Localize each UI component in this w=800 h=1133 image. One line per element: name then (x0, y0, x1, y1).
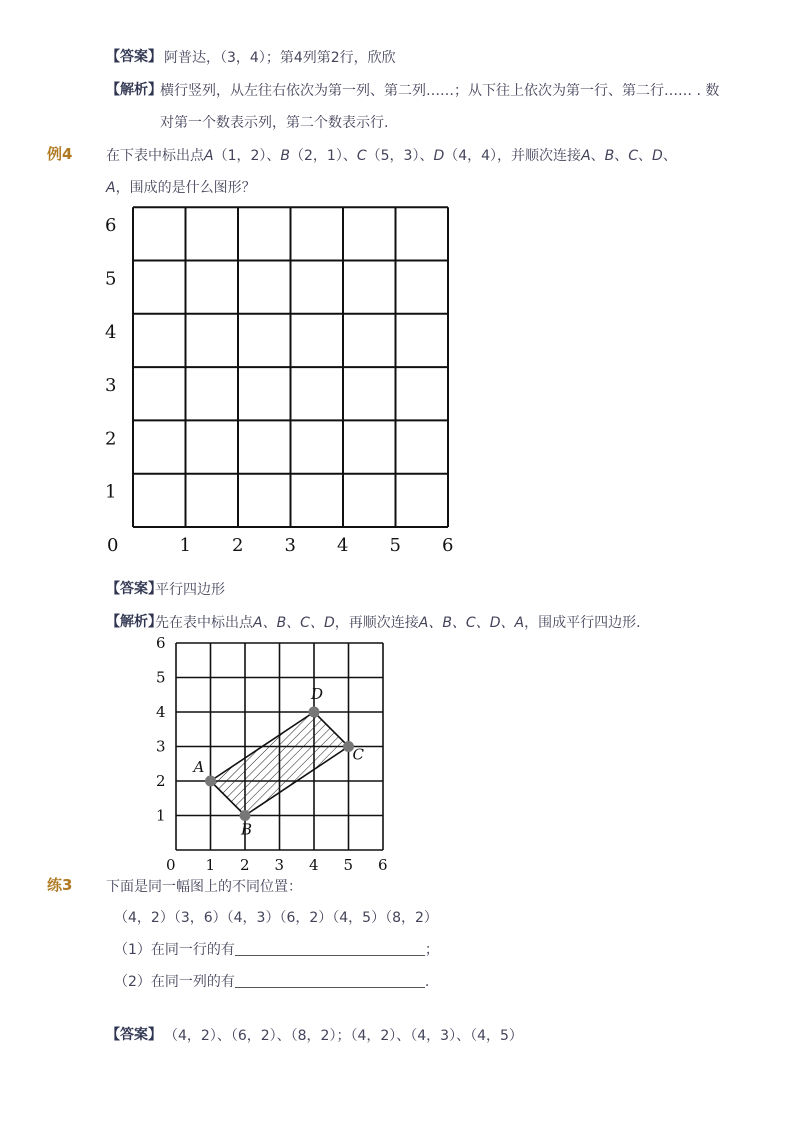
x-tick-label: 2 (232, 535, 244, 556)
blank-2[interactable] (235, 973, 425, 988)
empty-grid (95, 195, 465, 560)
analysis-line-1: 横行竖列，从左往右依次为第一列、第二列……；从下往上依次为第一行、第二行…… . 数 (160, 83, 720, 99)
answer-text: 阿普达，（3，4）；第4列第2行，欣欣 (164, 50, 396, 66)
practice-label: 练3 (47, 876, 73, 894)
point-b-marker (240, 810, 251, 821)
fig-y-tick-label: 2 (156, 772, 166, 790)
x-tick-label: 1 (179, 535, 191, 556)
x-tick-label: 4 (337, 535, 349, 556)
fig-x-tick-label: 6 (378, 856, 388, 873)
y-tick-label: 5 (105, 268, 117, 290)
fig-x-tick-label: 1 (205, 856, 216, 873)
blank-1[interactable] (235, 941, 425, 956)
fig-x-tick-label: 2 (240, 856, 250, 873)
point-d-marker (309, 707, 320, 718)
fig-y-tick-label: 5 (156, 668, 166, 687)
parallelogram-figure (150, 628, 400, 873)
fig-y-tick-label: 3 (156, 737, 166, 756)
y-tick-label: 3 (105, 375, 117, 397)
point-a-marker (205, 776, 216, 787)
y-tick-label: 4 (105, 321, 117, 343)
point-a-label: A (193, 758, 205, 776)
answer-tag: 【答案】 (106, 49, 162, 65)
y-tick-label: 1 (105, 481, 117, 503)
answer-text-3: （4，2）、（6，2）、（8，2）；（4，2）、（4，3）、（4，5） (164, 1028, 523, 1044)
point-c-label: C (352, 745, 364, 764)
practice-intro: 下面是同一幅图上的不同位置： (106, 879, 302, 895)
x-tick-label: 3 (284, 535, 296, 556)
x-tick-label: 5 (389, 535, 401, 556)
practice-coords: （4，2）（3，6）（4，3）（6，2）（4，5）（8，2） (114, 910, 438, 926)
practice-question-1: （1）在同一行的有 ； (114, 942, 439, 958)
example-question-line-2: A，围成的是什么图形？ (106, 180, 256, 196)
fig-y-tick-label: 6 (156, 634, 166, 652)
answer-tag-2: 【答案】 (106, 581, 162, 597)
answer-tag-3: 【答案】 (106, 1027, 162, 1043)
point-b-label: B (241, 820, 253, 839)
fig-x-tick-label: 5 (343, 856, 354, 873)
fig-y-tick-label: 1 (156, 806, 166, 825)
practice-question-2: （2）在同一列的有 . (114, 974, 430, 990)
fig-x-tick-label: 0 (166, 856, 176, 873)
analysis-tag: 【解析】 (106, 82, 162, 98)
point-d-label: D (311, 685, 324, 703)
analysis-tag-2: 【解析】 (106, 614, 162, 630)
analysis-line-2: 对第一个数表示列，第二个数表示行. (160, 115, 389, 131)
fig-y-tick-label: 4 (156, 703, 166, 721)
fig-x-tick-label: 3 (274, 856, 285, 873)
example-label: 例4 (47, 145, 73, 163)
analysis-text-2: 先在表中标出点A、B、C、D，再顺次连接A、B、C、D、A，围成平行四边形. (155, 615, 641, 631)
answer-text-2: 平行四边形 (155, 582, 225, 598)
example-question-line-1: 在下表中标出点A（1，2）、B（2，1）、C（5，3）、D（4，4），并顺次连接A、B、C、D、 (106, 148, 677, 164)
y-tick-label: 2 (105, 428, 117, 450)
y-tick-label: 6 (105, 215, 117, 237)
x-tick-label: 0 (107, 535, 119, 556)
fig-x-tick-label: 4 (309, 856, 319, 873)
x-tick-label: 6 (442, 535, 454, 556)
